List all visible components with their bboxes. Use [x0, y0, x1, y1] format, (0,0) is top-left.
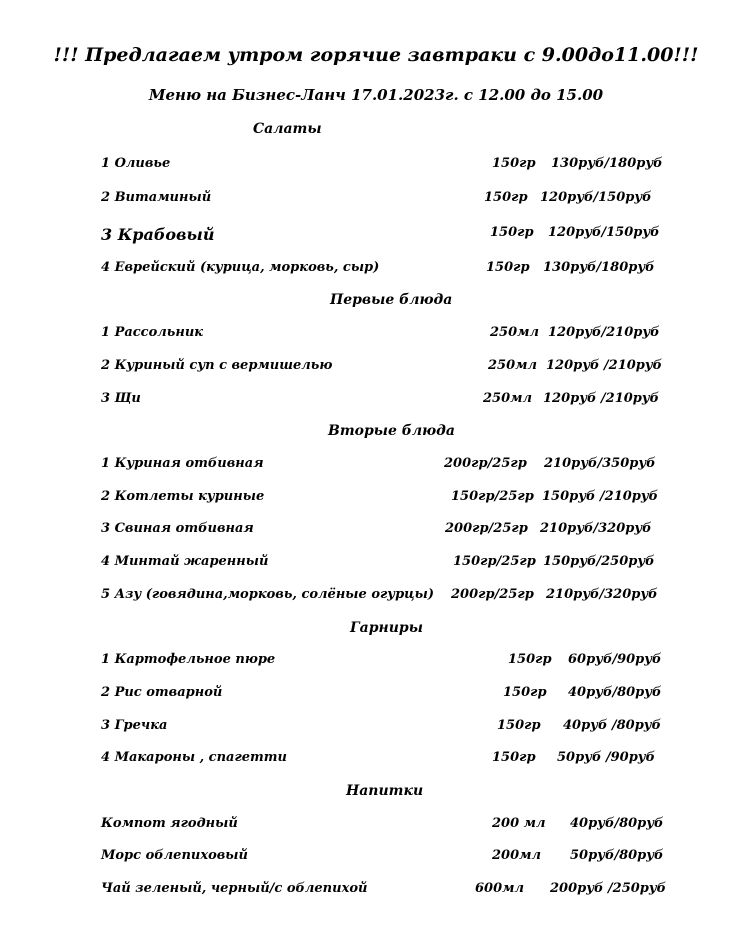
item-price: 130руб/180руб — [543, 260, 655, 275]
section-title-side-dishes: Гарниры — [350, 620, 423, 636]
menu-row — [0, 391, 752, 411]
item-price: 50руб /90руб — [557, 750, 655, 765]
menu-row — [0, 260, 752, 280]
section-title-salads: Салаты — [253, 121, 322, 137]
item-price: 50руб/80руб — [570, 848, 664, 863]
item-name: 4 Еврейский (курица, морковь, сыр) — [101, 260, 380, 275]
section-title-first-courses: Первые блюда — [330, 292, 453, 308]
menu-row — [0, 325, 752, 345]
item-price: 60руб/90руб — [568, 652, 662, 667]
item-name: 4 Макароны , спагетти — [101, 750, 287, 765]
item-price: 150руб /210руб — [542, 489, 659, 504]
section-title-drinks: Напитки — [346, 783, 424, 799]
item-name: Чай зеленый, черный/с облепихой — [101, 881, 368, 896]
menu-row — [0, 881, 752, 901]
item-weight: 150гр/25гр — [451, 489, 534, 504]
item-weight: 150гр — [490, 225, 534, 240]
item-price: 40руб/80руб — [570, 816, 664, 831]
menu-row — [0, 554, 752, 574]
menu-row — [0, 718, 752, 738]
item-weight: 150гр — [484, 190, 528, 205]
item-weight: 200гр/25гр — [444, 456, 527, 471]
item-price: 120руб/150руб — [540, 190, 652, 205]
item-price: 210руб/320руб — [540, 521, 652, 536]
menu-row — [0, 156, 752, 176]
item-name: 2 Котлеты куриные — [101, 489, 265, 504]
item-price: 40руб/80руб — [568, 685, 662, 700]
item-price: 40руб /80руб — [563, 718, 661, 733]
item-name: Компот ягодный — [101, 816, 238, 831]
item-weight: 150гр — [503, 685, 547, 700]
section-title-main-courses: Вторые блюда — [328, 423, 455, 439]
item-name: 3 Свиная отбивная — [101, 521, 254, 536]
business-lunch-subtitle: Меню на Бизнес-Ланч 17.01.2023г. с 12.00 до 15.00 — [148, 86, 604, 104]
menu-row — [0, 521, 752, 541]
item-price: 210руб/350руб — [544, 456, 656, 471]
item-price: 120руб /210руб — [546, 358, 663, 373]
item-weight: 250мл — [483, 391, 533, 406]
item-name: 1 Оливье — [101, 156, 171, 171]
menu-row — [0, 816, 752, 836]
item-weight: 200мл — [492, 848, 542, 863]
item-name: 3 Щи — [101, 391, 141, 406]
item-price: 120руб/210руб — [548, 325, 660, 340]
item-weight: 200гр/25гр — [451, 587, 534, 602]
item-name: 2 Рис отварной — [101, 685, 223, 700]
item-weight: 600мл — [475, 881, 525, 896]
item-price: 130руб/180руб — [551, 156, 663, 171]
item-name: 3 Гречка — [101, 718, 168, 733]
item-name: 4 Минтай жаренный — [101, 554, 269, 569]
menu-row — [0, 587, 752, 607]
item-price: 200руб /250руб — [550, 881, 667, 896]
item-name: 2 Витаминый — [101, 190, 212, 205]
menu-row — [0, 456, 752, 476]
menu-row — [0, 685, 752, 705]
menu-row — [0, 489, 752, 509]
menu-row — [0, 358, 752, 378]
item-weight: 200гр/25гр — [445, 521, 528, 536]
item-weight: 150гр — [508, 652, 552, 667]
item-weight: 150гр — [492, 750, 536, 765]
item-name: 1 Куриная отбивная — [101, 456, 264, 471]
item-name: 1 Картофельное пюре — [101, 652, 276, 667]
item-weight: 150гр — [486, 260, 530, 275]
item-weight: 200 мл — [492, 816, 546, 831]
item-price: 120руб/150руб — [548, 225, 660, 240]
menu-row — [0, 190, 752, 210]
menu-row — [0, 848, 752, 868]
item-weight: 150гр — [492, 156, 536, 171]
item-price: 150руб/250руб — [543, 554, 655, 569]
item-price: 120руб /210руб — [543, 391, 660, 406]
menu-row — [0, 225, 752, 245]
item-name: 1 Рассольник — [101, 325, 204, 340]
menu-row — [0, 652, 752, 672]
item-name: Морс облепиховый — [101, 848, 248, 863]
item-name: 5 Азу (говядина,морковь, солёные огурцы) — [101, 587, 434, 602]
item-weight: 150гр/25гр — [453, 554, 536, 569]
item-weight: 150гр — [497, 718, 541, 733]
menu-row — [0, 750, 752, 770]
item-price: 210руб/320руб — [546, 587, 658, 602]
item-weight: 250мл — [490, 325, 540, 340]
promo-heading: !!! Предлагаем утром горячие завтраки с 9.00до11.00!!! — [53, 44, 699, 66]
item-name: 2 Куриный суп с вермишелью — [101, 358, 333, 373]
item-name: 3 Крабовый — [101, 225, 215, 244]
item-weight: 250мл — [488, 358, 538, 373]
